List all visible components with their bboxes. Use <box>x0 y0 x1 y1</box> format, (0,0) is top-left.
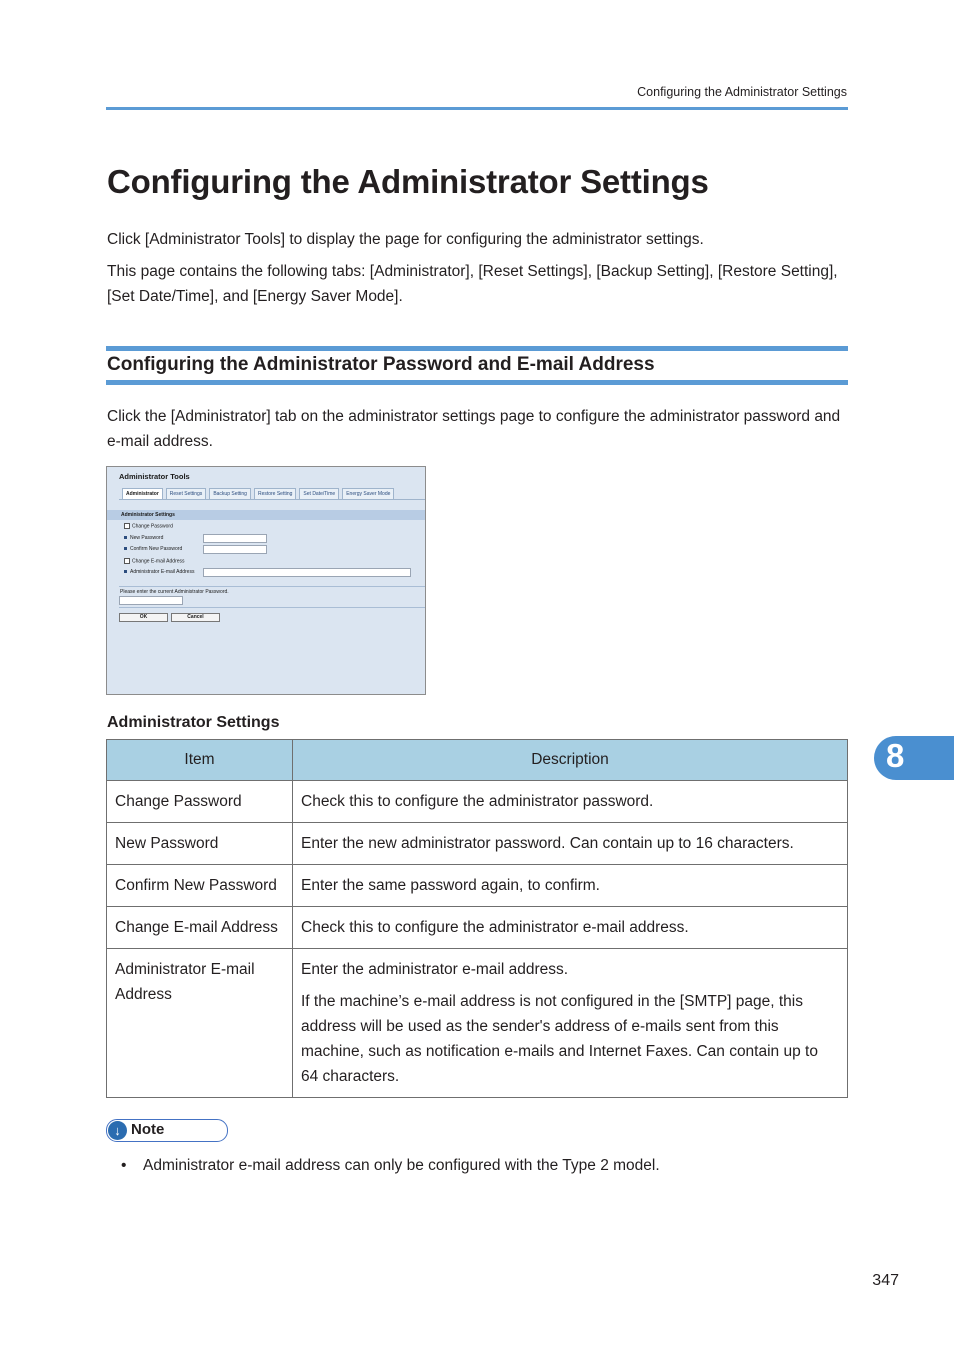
table-row <box>107 865 848 907</box>
admin-tools-screenshot <box>106 466 426 695</box>
confirm-password-label: Confirm New Password <box>130 546 183 552</box>
screenshot-divider <box>119 586 425 587</box>
screenshot-divider <box>119 607 425 608</box>
table-row <box>107 949 848 1098</box>
admin-email-row <box>124 569 194 575</box>
tab-administrator[interactable]: Administrator <box>122 488 163 500</box>
note-bullet <box>121 1153 660 1178</box>
tab-restore-setting[interactable]: Restore Setting <box>254 488 296 500</box>
description-text: Enter the administrator e-mail address. <box>301 961 569 978</box>
description-text: Enter the same password again, to confirm. <box>301 877 600 894</box>
section-rule-bottom <box>106 380 848 385</box>
cancel-button[interactable]: Cancel <box>171 613 220 622</box>
change-email-row <box>124 558 185 564</box>
confirm-password-row <box>124 546 182 552</box>
bullet-square-icon <box>124 536 127 539</box>
bullet-square-icon <box>124 547 127 550</box>
admin-email-label: Administrator E-mail Address <box>130 569 195 575</box>
chapter-tab <box>874 736 954 780</box>
tab-underline <box>119 499 425 500</box>
change-password-row <box>124 523 173 529</box>
bullet-square-icon <box>124 570 127 573</box>
table-cell-description <box>293 865 848 907</box>
note-label: Note <box>131 1121 165 1138</box>
confirm-password-field[interactable] <box>203 545 267 554</box>
change-email-label: Change E-mail Address <box>132 558 185 565</box>
page-number: 347 <box>872 1272 899 1289</box>
table-row <box>107 823 848 865</box>
table-cell-description <box>293 949 848 1098</box>
table-row <box>107 781 848 823</box>
table-cell-item: New Password <box>107 823 293 865</box>
ok-button[interactable]: OK <box>119 613 168 622</box>
table-cell-item: Administrator E-mail Address <box>107 949 293 1098</box>
new-password-row <box>124 535 163 541</box>
intro-paragraph-2: This page contains the following tabs: [Administrator], [Reset Settings], [Backup Setting], [Restore Setting], [Set Date/Time], and [Energy Saver Mode]. <box>107 263 838 305</box>
table-cell-item: Change E-mail Address <box>107 907 293 949</box>
note-bullet-text: Administrator e-mail address can only be configured with the Type 2 model. <box>143 1157 660 1174</box>
section-paragraph: Click the [Administrator] tab on the administrator settings page to configure the administrator password and e-mail address. <box>107 408 841 450</box>
description-text: Enter the new administrator password. Can contain up to 16 characters. <box>301 835 794 852</box>
settings-section-bar <box>107 510 425 520</box>
change-password-checkbox[interactable] <box>124 523 130 529</box>
table-cell-description <box>293 907 848 949</box>
tab-reset-settings[interactable]: Reset Settings <box>166 488 207 500</box>
change-email-checkbox[interactable] <box>124 558 130 564</box>
section-title: Configuring the Administrator Password and E-mail Address <box>107 354 655 375</box>
table-row <box>107 907 848 949</box>
tab-energy-saver-mode[interactable]: Energy Saver Mode <box>342 488 394 500</box>
screenshot-title: Administrator Tools <box>119 472 190 481</box>
chapter-number: 8 <box>886 737 905 774</box>
table-header-description: Description <box>293 740 848 781</box>
header-rule <box>106 107 848 110</box>
page-title: Configuring the Administrator Settings <box>107 163 709 200</box>
table-caption: Administrator Settings <box>107 714 280 731</box>
table-cell-item: Change Password <box>107 781 293 823</box>
settings-section-label: Administrator Settings <box>121 512 175 518</box>
description-text: If the machine’s e-mail address is not configured in the [SMTP] page, this address will be used as the sender's address of e-mails sent from this machine, such as notification e-mails and Internet Faxes. Can contain up to 64 characters. <box>301 993 818 1085</box>
table-header-item: Item <box>107 740 293 781</box>
table-cell-description <box>293 781 848 823</box>
new-password-field[interactable] <box>203 534 267 543</box>
current-password-field[interactable] <box>119 596 183 605</box>
new-password-label: New Password <box>130 535 164 541</box>
admin-email-field[interactable] <box>203 568 411 577</box>
change-password-label: Change Password <box>132 523 173 530</box>
tab-set-date-time[interactable]: Set Date/Time <box>299 488 339 500</box>
administrator-settings-table <box>106 739 848 1098</box>
bullet-dot-icon: • <box>121 1157 127 1174</box>
intro-paragraph-1: Click [Administrator Tools] to display the page for configuring the administrator settings. <box>107 231 704 248</box>
down-arrow-icon: ↓ <box>108 1121 127 1140</box>
table-cell-item: Confirm New Password <box>107 865 293 907</box>
description-text: Check this to configure the administrator password. <box>301 793 654 810</box>
note-badge <box>106 1119 228 1142</box>
table-cell-description <box>293 823 848 865</box>
running-header: Configuring the Administrator Settings <box>637 85 847 99</box>
current-password-prompt: Please enter the current Administrator Password. <box>120 589 229 595</box>
description-text: Check this to configure the administrator e-mail address. <box>301 919 689 936</box>
tab-backup-setting[interactable]: Backup Setting <box>209 488 251 500</box>
